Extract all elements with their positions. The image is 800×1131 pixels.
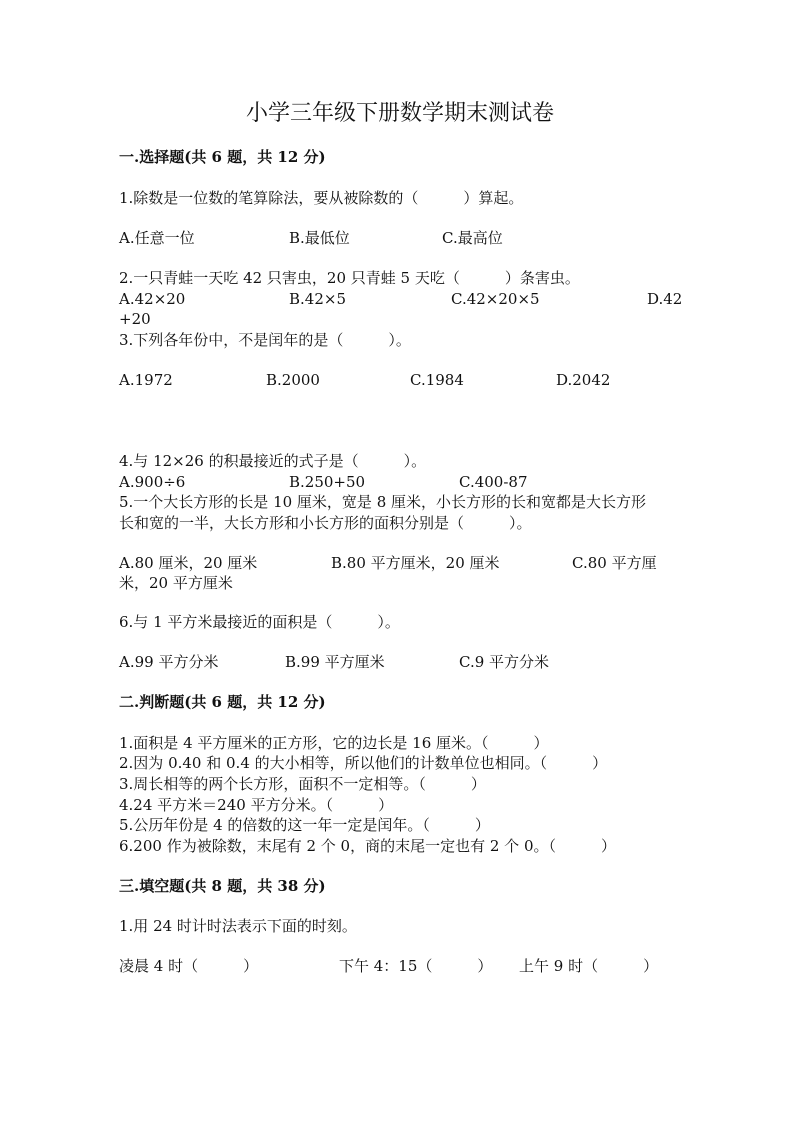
- option-c: C.400-87: [459, 473, 528, 491]
- option-a: A.900÷6: [119, 473, 186, 491]
- option-d: D.42: [647, 290, 683, 308]
- judgement-item: 2.因为 0.40 和 0.4 的大小相等，所以他们的计数单位也相同。（ ）: [119, 754, 608, 772]
- question-stem: 2.一只青蛙一天吃 42 只害虫，20 只青蛙 5 天吃（ ）条害虫。: [119, 269, 580, 287]
- option-b: B.250+50: [289, 473, 366, 491]
- option-a: A.99 平方分米: [119, 653, 219, 671]
- option-b: B.42×5: [289, 290, 346, 308]
- option-a: A.1972: [119, 371, 173, 389]
- section-heading-choice: 一.选择题(共 6 题，共 12 分): [119, 148, 326, 166]
- question-stem: 5.一个大长方形的长是 10 厘米，宽是 8 厘米，小长方形的长和宽都是大长方形: [119, 493, 647, 511]
- judgement-item: 5.公历年份是 4 的倍数的这一年一定是闰年。（ ）: [119, 816, 490, 834]
- option-b: B.80 平方厘米，20 厘米: [331, 554, 500, 572]
- option-c: C.42×20×5: [451, 290, 540, 308]
- option-c: C.最高位: [442, 229, 503, 247]
- judgement-item: 1.面积是 4 平方厘米的正方形，它的边长是 16 厘米。（ ）: [119, 734, 549, 752]
- option-c: C.80 平方厘: [572, 554, 657, 572]
- option-c: C.1984: [410, 371, 464, 389]
- question-stem-continued: 长和宽的一半，大长方形和小长方形的面积分别是（ ）。: [119, 514, 532, 532]
- option-d: D.2042: [556, 371, 611, 389]
- option-d-continued: +20: [119, 310, 151, 328]
- judgement-item: 4.24 平方米＝240 平方分米。（ ）: [119, 796, 394, 814]
- question-stem: 4.与 12×26 的积最接近的式子是（ ）。: [119, 452, 427, 470]
- question-stem: 3.下列各年份中，不是闰年的是（ ）。: [119, 331, 411, 349]
- option-c: C.9 平方分米: [459, 653, 550, 671]
- question-stem: 1.除数是一位数的笔算除法，要从被除数的（ ）算起。: [119, 189, 524, 207]
- judgement-item: 3.周长相等的两个长方形，面积不一定相等。（ ）: [119, 775, 486, 793]
- question-stem: 1.用 24 时计时法表示下面的时刻。: [119, 917, 357, 935]
- fill-blank-part: 上午 9 时（ ）: [519, 957, 659, 975]
- page-title: 小学三年级下册数学期末测试卷: [245, 101, 554, 126]
- option-a: A.42×20: [119, 290, 186, 308]
- fill-blank-part: 下午 4：15（ ）: [339, 957, 493, 975]
- judgement-item: 6.200 作为被除数，末尾有 2 个 0，商的末尾一定也有 2 个 0。（ ）: [119, 837, 616, 855]
- fill-blank-part: 凌晨 4 时（ ）: [119, 957, 259, 975]
- option-b: B.最低位: [289, 229, 350, 247]
- section-heading-judgement: 二.判断题(共 6 题，共 12 分): [119, 693, 326, 711]
- option-b: B.99 平方厘米: [285, 653, 385, 671]
- option-b: B.2000: [266, 371, 320, 389]
- section-heading-fill-blank: 三.填空题(共 8 题，共 38 分): [119, 877, 326, 895]
- option-c-continued: 米，20 平方厘米: [119, 574, 233, 592]
- option-a: A.80 厘米，20 厘米: [119, 554, 258, 572]
- option-a: A.任意一位: [119, 229, 195, 247]
- question-stem: 6.与 1 平方米最接近的面积是（ ）。: [119, 613, 400, 631]
